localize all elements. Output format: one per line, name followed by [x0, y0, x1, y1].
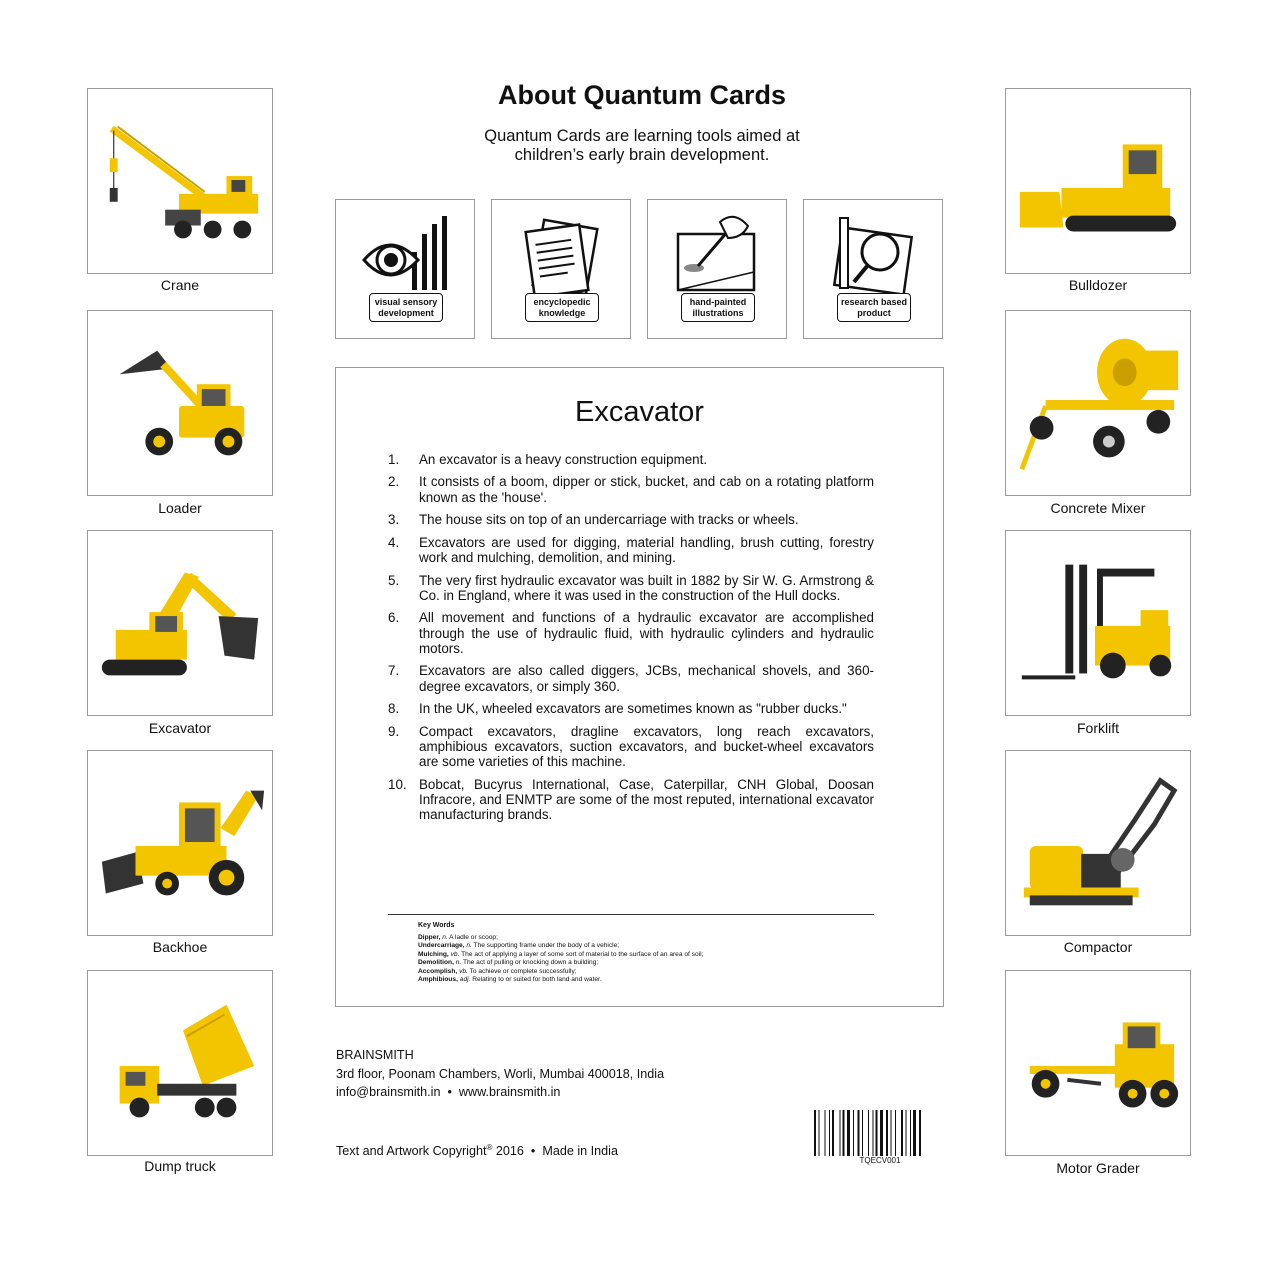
- fact-item: 4. Excavators are used for digging, material handling, brush cutting, forestry work and mulching, demolition, and mining.: [388, 534, 874, 566]
- info-panel: [335, 367, 944, 1007]
- copyright-line: Text and Artwork Copyright® 2016 • Made in India: [336, 1143, 618, 1159]
- barcode-bar: [876, 1110, 878, 1156]
- barcode-bar: [868, 1110, 869, 1156]
- keywords-section: [418, 922, 858, 985]
- barcode-bar: [832, 1110, 834, 1156]
- motor-grader-icon: [1006, 971, 1190, 1155]
- facts-list: [388, 452, 874, 830]
- barcode-bar: [843, 1110, 845, 1156]
- card-excavator: [87, 530, 273, 716]
- barcode-bars: [814, 1110, 946, 1156]
- barcode-bar: [873, 1110, 874, 1156]
- card-concrete-mixer: [1005, 310, 1191, 496]
- feature-encyclopedic: [491, 199, 631, 339]
- barcode-bar: [910, 1110, 911, 1156]
- barcode-bar: [901, 1110, 903, 1156]
- barcode-bar: [829, 1110, 830, 1156]
- subtitle-line-2: children’s early brain development.: [514, 146, 770, 164]
- keyword-entry: Accomplish, vb. To achieve or complete successfully;: [418, 967, 577, 975]
- keyword-entry: Mulching, vb. The act of applying a layer of some sort of material to the surface of an area of soil;: [418, 950, 704, 958]
- card-motor-grader: [1005, 970, 1191, 1156]
- barcode-bar: [913, 1110, 916, 1156]
- card-label-forklift: Forklift: [1077, 720, 1119, 736]
- feature-label-visual-sensory: visual sensory development: [369, 293, 443, 322]
- card-label-loader: Loader: [158, 500, 202, 516]
- card-label-compactor: Compactor: [1063, 939, 1133, 955]
- card-label-backhoe: Backhoe: [152, 939, 208, 955]
- barcode-bar: [862, 1110, 863, 1156]
- barcode-bar: [819, 1110, 820, 1156]
- forklift-icon: [1006, 531, 1190, 715]
- feature-label-research-based: research based product: [837, 293, 911, 322]
- page-title: About Quantum Cards: [498, 80, 786, 110]
- email-link[interactable]: info@brainsmith.in: [336, 1085, 441, 1099]
- fact-item: 1. An excavator is a heavy construction equipment.: [388, 452, 708, 467]
- crane-icon: [88, 89, 272, 273]
- backhoe-icon: [88, 751, 272, 935]
- barcode-bar: [895, 1110, 896, 1156]
- bullet-separator: •: [443, 1085, 456, 1099]
- compactor-icon: [1006, 751, 1190, 935]
- card-dump-truck: [87, 970, 273, 1156]
- barcode-bar: [858, 1110, 860, 1156]
- fact-item: 9. Compact excavators, dragline excavators, long reach excavators, amphibious excavators, suction excavators, and bucket-wheel excavators are some varieties of this machine.: [388, 723, 874, 770]
- card-backhoe: [87, 750, 273, 936]
- keyword-entry: Dipper, n. A ladle or scoop;: [418, 933, 498, 941]
- card-label-motor-grader: Motor Grader: [1056, 1160, 1140, 1176]
- card-label-crane: Crane: [160, 277, 200, 293]
- barcode-bar: [847, 1110, 850, 1156]
- bulldozer-icon: [1006, 89, 1190, 273]
- publisher-name: BRAINSMITH: [336, 1048, 414, 1062]
- fact-item: 7. Excavators are also called diggers, JCBs, mechanical shovels, and 360-degree excavators, or simply 360.: [388, 663, 874, 694]
- fact-item: 8. In the UK, wheeled excavators are sometimes known as "rubber ducks.": [388, 701, 847, 717]
- barcode-bar: [880, 1110, 883, 1156]
- publisher-info: [336, 1046, 664, 1102]
- dump-truck-icon: [88, 971, 272, 1155]
- card-forklift: [1005, 530, 1191, 716]
- barcode-bar: [814, 1110, 816, 1156]
- fact-item: 6. All movement and functions of a hydraulic excavator are accomplished through the use of hydraulic fluid, with hydraulic cylinders and hydraulic motors.: [388, 610, 874, 656]
- keywords-divider: [388, 914, 874, 915]
- info-title: Excavator: [575, 396, 704, 428]
- feature-research-based: [803, 199, 943, 339]
- fact-item: 10. Bobcat, Bucyrus International, Case, Caterpillar, CNH Global, Doosan Infracore, and ENMTP are some of the most reputed, international excavator manufacturing brands.: [388, 776, 874, 823]
- keyword-entry: Amphibious, adj. Relating to or suited for both land and water.: [418, 976, 602, 983]
- feature-label-encyclopedic: encyclopedic knowledge: [525, 293, 599, 322]
- barcode-bar: [906, 1110, 907, 1156]
- barcode-bar: [919, 1110, 921, 1156]
- card-crane: [87, 88, 273, 274]
- card-label-concrete-mixer: Concrete Mixer: [1050, 500, 1146, 516]
- page-subtitle: [336, 127, 948, 165]
- barcode-bar: [886, 1110, 888, 1156]
- barcode-bar: [853, 1110, 854, 1156]
- subtitle-line-1: Quantum Cards are learning tools aimed at: [484, 127, 800, 145]
- barcode-bar: [891, 1110, 892, 1156]
- card-label-excavator: Excavator: [148, 720, 212, 736]
- keyword-entry: Demolition, n. The act of pulling or knocking down a building;: [418, 959, 599, 966]
- barcode-bar: [825, 1110, 826, 1156]
- publisher-contacts: [336, 1083, 664, 1102]
- card-compactor: [1005, 750, 1191, 936]
- barcode-number: TQECV001: [859, 1156, 901, 1165]
- publisher-address: 3rd floor, Poonam Chambers, Worli, Mumbai 400018, India: [336, 1066, 665, 1081]
- fact-item: 2. It consists of a boom, dipper or stick, bucket, and cab on a rotating platform known as the 'house'.: [388, 474, 874, 505]
- bullet-separator: •: [527, 1144, 539, 1159]
- card-label-bulldozer: Bulldozer: [1068, 277, 1128, 293]
- fact-item: 3. The house sits on top of an undercarriage with tracks or wheels.: [388, 512, 799, 528]
- loader-icon: [88, 311, 272, 495]
- concrete-mixer-icon: [1006, 311, 1190, 495]
- excavator-icon: [88, 531, 272, 715]
- card-loader: [87, 310, 273, 496]
- feature-label-hand-painted: hand-painted illustrations: [681, 293, 755, 322]
- feature-hand-painted: [647, 199, 787, 339]
- card-label-dump-truck: Dump truck: [144, 1158, 216, 1174]
- card-bulldozer: [1005, 88, 1191, 274]
- barcode-bar: [840, 1110, 841, 1156]
- feature-visual-sensory: [335, 199, 475, 339]
- keyword-entry: Undercarriage, n. The supporting frame under the body of a vehicle;: [418, 942, 620, 949]
- fact-item: 5. The very first hydraulic excavator was built in 1882 by Sir W. G. Armstrong & Co. in England, where it was used in the construction of the Hull docks.: [388, 572, 874, 603]
- keywords-title: Key Words: [418, 922, 455, 929]
- barcode: [814, 1110, 946, 1160]
- website-link[interactable]: www.brainsmith.in: [458, 1085, 561, 1099]
